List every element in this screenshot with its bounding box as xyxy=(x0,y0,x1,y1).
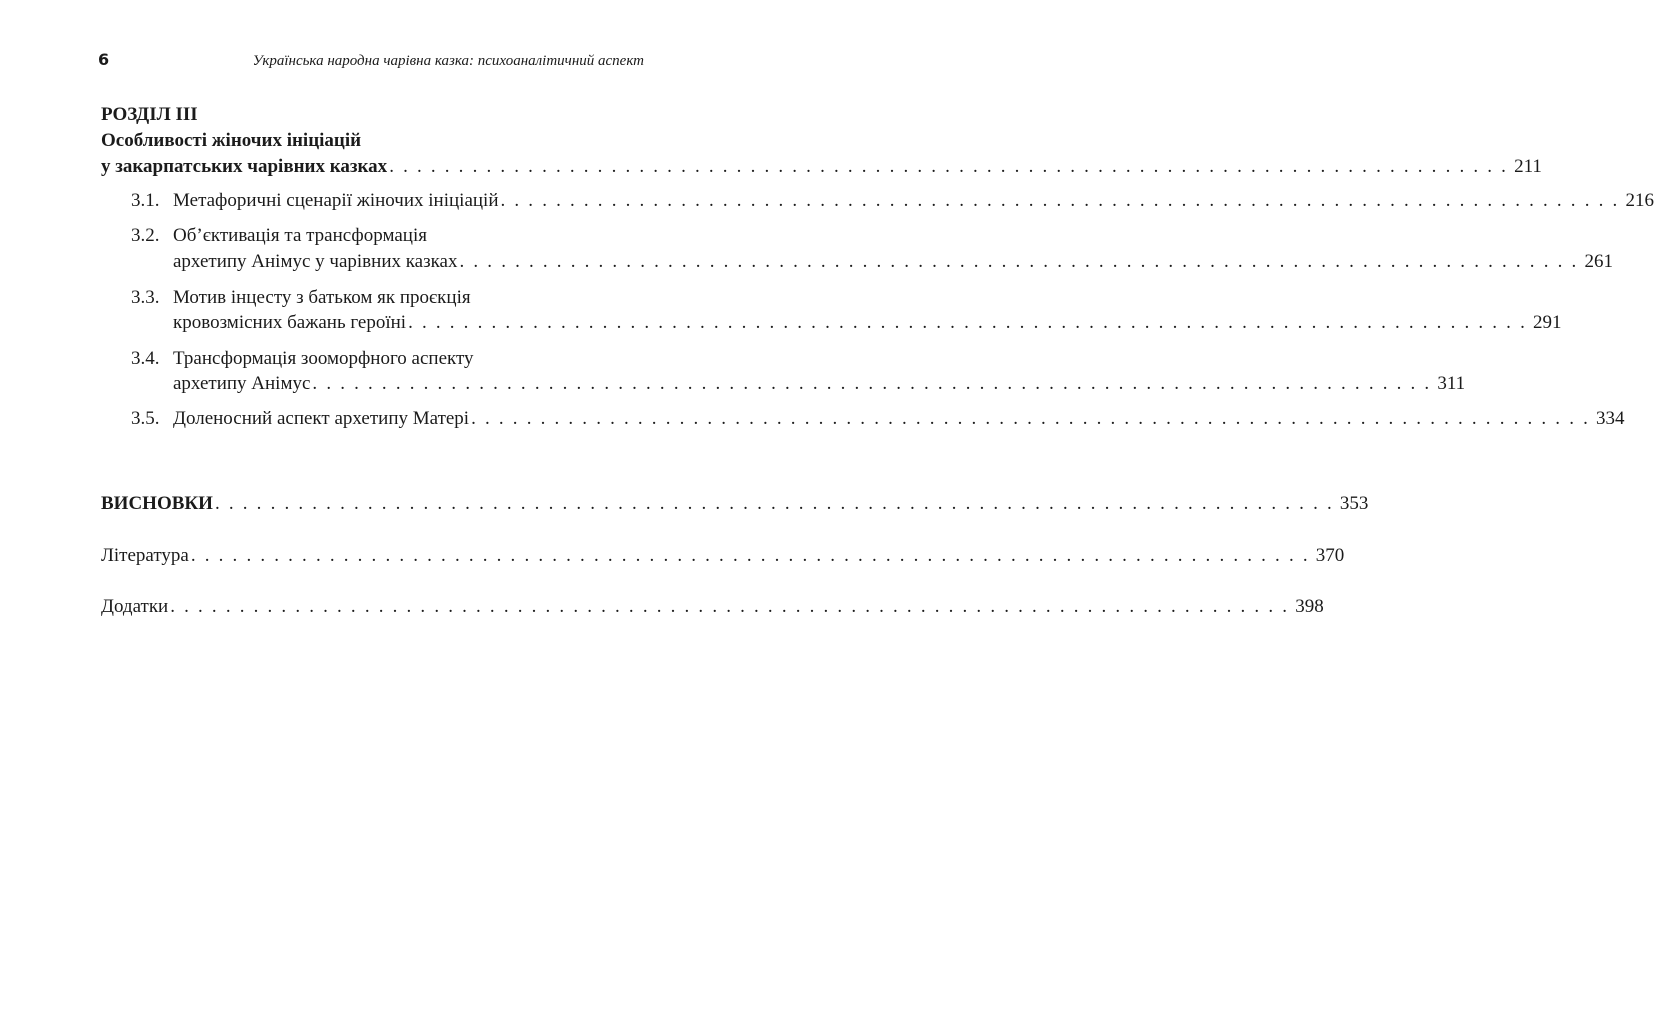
appendices-title: Додатки xyxy=(101,596,169,617)
toc-entry-3-5[interactable] xyxy=(173,405,1625,433)
toc-entry-3-2[interactable] xyxy=(173,248,1613,276)
leader-dots: . . . . . . . . . . . . . . . . . . . . . . . . . . . . . . . . . . . . . . . . . . . . . . . . . . . . . . . . . . . . . . . . . . . . . . . . . . . . . . . . . xyxy=(408,312,1528,333)
page-ref: 261 xyxy=(1584,251,1613,272)
item-title: Доленосний аспект архетипу Матері xyxy=(173,408,470,429)
item-title: архетипу Анімус у чарівних казках xyxy=(173,251,458,272)
leader-dots: . . . . . . . . . . . . . . . . . . . . . . . . . . . . . . . . . . . . . . . . . . . . . . . . . . . . . . . . . . . . . . . . . . . . . . . . . . . . . . . . . xyxy=(471,408,1591,429)
item-title: кровозмісних бажань героїні xyxy=(173,312,407,333)
toc-entry-literature[interactable] xyxy=(101,542,1345,570)
leader-dots: . . . . . . . . . . . . . . . . . . . . . . . . . . . . . . . . . . . . . . . . . . . . . . . . . . . . . . . . . . . . . . . . . . . . . . . . . . . . . . . . . xyxy=(190,545,1310,566)
toc-entry-appendices[interactable] xyxy=(101,593,1324,621)
conclusions-title: ВИСНОВКИ xyxy=(101,493,213,514)
section-title-text-2: у закарпатських чарівних казках xyxy=(101,156,388,177)
item-title-line xyxy=(173,284,644,312)
leader-dots: . . . . . . . . . . . . . . . . . . . . . . . . . . . . . . . . . . . . . . . . . . . . . . . . . . . . . . . . . . . . . . . . . . . . . . . . . . . . . . . . . xyxy=(389,156,1509,177)
section-title-text-1: Особливості жіночих ініціацій xyxy=(101,130,362,151)
page-number: 6 xyxy=(98,50,110,69)
item-number: 3.1. xyxy=(131,190,160,211)
leader-dots: . . . . . . . . . . . . . . . . . . . . . . . . . . . . . . . . . . . . . . . . . . . . . . . . . . . . . . . . . . . . . . . . . . . . . . . . . . . . . . . . . xyxy=(170,596,1290,617)
section-label-text: РОЗДІЛ III xyxy=(101,104,198,125)
page-ref: 291 xyxy=(1533,312,1562,333)
item-title: архетипу Анімус xyxy=(173,373,311,394)
page-ref: 211 xyxy=(1514,156,1542,177)
leader-dots: . . . . . . . . . . . . . . . . . . . . . . . . . . . . . . . . . . . . . . . . . . . . . . . . . . . . . . . . . . . . . . . . . . . . . . . . . . . . . . . . . xyxy=(500,190,1620,211)
page-ref: 216 xyxy=(1625,190,1654,211)
page-ref: 370 xyxy=(1315,545,1345,566)
item-number: 3.2. xyxy=(131,225,160,246)
section-title-line xyxy=(101,127,644,155)
toc-entry-conclusions[interactable] xyxy=(101,490,1369,518)
page-ref: 311 xyxy=(1437,373,1466,394)
item-title: Метафоричні сценарії жіночих ініціацій xyxy=(173,190,499,211)
item-title-line xyxy=(173,222,644,250)
toc-entry-section-3[interactable] xyxy=(101,153,1542,181)
item-number: 3.3. xyxy=(131,287,160,308)
item-title-line xyxy=(173,345,644,373)
leader-dots: . . . . . . . . . . . . . . . . . . . . . . . . . . . . . . . . . . . . . . . . . . . . . . . . . . . . . . . . . . . . . . . . . . . . . . . . . . . . . . . . . xyxy=(459,251,1579,272)
page-ref: 398 xyxy=(1295,596,1324,617)
page-ref: 353 xyxy=(1339,493,1369,514)
literature-title: Література xyxy=(101,545,189,566)
leader-dots: . . . . . . . . . . . . . . . . . . . . . . . . . . . . . . . . . . . . . . . . . . . . . . . . . . . . . . . . . . . . . . . . . . . . . . . . . . . . . . . . . xyxy=(312,373,1432,394)
section-label xyxy=(101,101,644,129)
page-ref: 334 xyxy=(1596,408,1625,429)
item-title: Об’єктивація та трансформація xyxy=(173,225,427,246)
toc-entry-3-4[interactable] xyxy=(173,370,1466,398)
item-title: Мотив інцесту з батьком як проєкція xyxy=(173,287,471,308)
item-number: 3.5. xyxy=(131,408,160,429)
item-title: Трансформація зооморфного аспекту xyxy=(173,348,474,369)
leader-dots: . . . . . . . . . . . . . . . . . . . . . . . . . . . . . . . . . . . . . . . . . . . . . . . . . . . . . . . . . . . . . . . . . . . . . . . . . . . . . . . . . xyxy=(214,493,1334,514)
running-head: Українська народна чарівна казка: психоаналітичний аспект xyxy=(252,53,644,69)
toc-entry-3-1[interactable] xyxy=(173,187,1654,215)
toc-entry-3-3[interactable] xyxy=(173,309,1562,337)
item-number: 3.4. xyxy=(131,348,160,369)
